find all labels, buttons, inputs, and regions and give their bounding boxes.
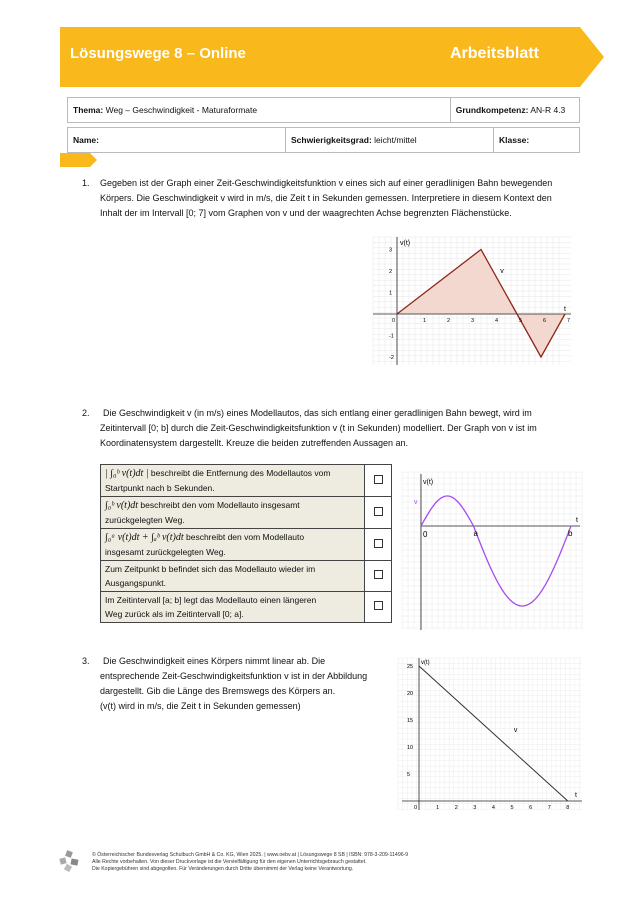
option-text: Im Zeitintervall [a; b] legt das Modellauto einen längeren — [105, 595, 317, 605]
a-label: a — [473, 529, 478, 538]
task-1-line: Gegeben ist der Graph einer Zeit-Geschwindigkeitsfunktion v eines sich auf einer geradlinigen Bahn bewegenden — [100, 178, 553, 188]
task-1-line: Körpers. Die Geschwindigkeit v wird in m/s, die Zeit t in Sekunden gemessen. Interpretiere in diesem Kontext den — [100, 193, 552, 203]
x-tick-label: 6 — [543, 318, 547, 324]
x-tick-label: 5 — [510, 805, 514, 811]
x-tick-label: 7 — [567, 318, 571, 324]
x-tick-label: 1 — [436, 805, 440, 811]
footer-rights: Alle Rechte vorbehalten. Von dieser Druckvorlage ist die Vervielfältigung für den eigenen Unterrichtsgebrauch gestattet. — [92, 859, 367, 865]
task-2-line: Koordinatensystem dargestellt. Kreuze die beiden zutreffenden Aussagen an. — [100, 438, 409, 448]
footer — [92, 852, 408, 873]
y-axis-label: v(t) — [400, 240, 411, 247]
option-text: beschreibt die Entfernung des Modellautos vom — [148, 468, 331, 478]
y-tick-label: 2 — [389, 269, 393, 275]
x-tick-label: 4 — [495, 318, 499, 324]
task-2-line: Die Geschwindigkeit v (in m/s) eines Modellautos, das sich entlang einer geradlinigen Bahn bewegt, wird im — [103, 408, 532, 418]
x-tick-label: 1 — [423, 318, 427, 324]
y-axis-label: v(t) — [421, 660, 430, 666]
task-3-line: dargestellt. Gib die Länge des Bremswegs des Körpers an. — [100, 686, 336, 696]
name-table — [67, 127, 580, 153]
option-checkbox[interactable] — [374, 570, 383, 579]
y-tick-label: 5 — [407, 772, 411, 778]
y-tick-label: -1 — [389, 333, 394, 340]
task-2-line: Zeitintervall [0; b] durch die Zeit-Geschwindigkeitsfunktion v (t in Sekunden) modelliert. Der Graph von v ist im — [100, 423, 537, 433]
task-3-line: Die Geschwindigkeit eines Körpers nimmt linear ab. Die — [103, 656, 326, 666]
option-text: insgesamt zurückgelegten Weg. — [105, 547, 226, 557]
doc-title: Lösungswege 8 – Online — [70, 45, 246, 62]
footer-copyright: © Österreichischer Bundesverlag Schulbuch GmbH & Co. KG, Wien 2025. | www.oebv.at | Lösungswege 8 SB | ISBN: 978-3-209-11496-9 — [92, 852, 409, 858]
option-row — [101, 529, 392, 561]
option-text: beschreibt den vom Modellauto insgesamt — [138, 500, 300, 510]
option-row — [101, 592, 392, 623]
option-text: Startpunkt nach b Sekunden. — [105, 483, 215, 493]
curve-label: v — [414, 499, 418, 506]
y-tick-label: -2 — [389, 355, 394, 361]
origin-label: 0 — [423, 530, 428, 539]
publisher-logo-icon — [58, 850, 80, 872]
x-axis-label: t — [564, 306, 566, 313]
kompetenz-label: Grundkompetenz: — [455, 105, 529, 115]
option-formula: | ∫₀ᵇ v(t)dt | — [105, 468, 149, 479]
schwierigkeit-label: Schwierigkeitsgrad: — [291, 135, 372, 145]
graph-3 — [394, 654, 584, 814]
thema-label: Thema: — [73, 105, 104, 115]
velocity-curve — [421, 496, 571, 606]
x-tick-label: 0 — [414, 805, 418, 811]
x-tick-label: 2 — [447, 318, 451, 324]
section-arrow-icon — [60, 153, 98, 167]
task-2-number: 2. — [82, 408, 90, 418]
task-1-number: 1. — [82, 178, 90, 188]
curve-label: v — [513, 726, 518, 734]
graph-1 — [365, 233, 580, 369]
x-tick-label: 6 — [529, 805, 533, 811]
x-tick-label: 8 — [566, 805, 570, 811]
name-label: Name: — [68, 128, 286, 153]
x-tick-label: 5 — [519, 318, 523, 324]
option-formula: ∫₀ᵇ v(t)dt — [105, 500, 139, 511]
option-formula: ∫₀ᵃ v(t)dt + ∫ₐᵇ v(t)dt — [105, 532, 184, 543]
klasse-label: Klasse: — [494, 128, 580, 153]
sheet-type: Arbeitsblatt — [450, 45, 539, 62]
y-tick-label: 1 — [389, 290, 393, 297]
x-tick-label: 4 — [491, 805, 495, 811]
x-axis-label: t — [575, 792, 577, 799]
x-axis-label: t — [576, 517, 578, 524]
option-checkbox[interactable] — [374, 507, 383, 516]
multiple-choice-table — [100, 464, 392, 623]
footer-fees: Die Kopiergebühren sind abgegolten. Für Veränderungen durch Dritte übernimmt der Verlag keine Verantwortung. — [92, 866, 354, 872]
option-text: Weg zurück als im Zeitintervall [0; a]. — [105, 609, 244, 619]
task-3-line: (v(t) wird in m/s, die Zeit t in Sekunden gemessen) — [100, 701, 301, 711]
x-tick-label: 2 — [454, 805, 458, 811]
option-text: Ausgangspunkt. — [105, 578, 166, 588]
task-1-line: Inhalt der im Intervall [0; 7] vom Graphen von v und der waagrechten Achse begrenzten Flächenstücke. — [100, 208, 512, 218]
option-text: zurückgelegten Weg. — [105, 515, 185, 525]
option-checkbox[interactable] — [374, 475, 383, 484]
graph-2 — [400, 470, 584, 633]
kompetenz-value: AN-R 4.3 — [528, 105, 566, 115]
x-tick-label: 0 — [392, 318, 396, 324]
y-tick-label: 20 — [407, 691, 414, 697]
option-text: Zum Zeitpunkt b befindet sich das Modellauto wieder im — [105, 564, 316, 574]
y-tick-label: 15 — [407, 718, 414, 724]
thema-value: Weg – Geschwindigkeit - Maturaformate — [103, 105, 258, 115]
y-axis-label: v(t) — [423, 479, 434, 486]
option-checkbox[interactable] — [374, 539, 383, 548]
x-tick-label: 7 — [547, 805, 551, 811]
option-text: beschreibt den vom Modellauto — [183, 532, 305, 542]
option-checkbox[interactable] — [374, 601, 383, 610]
option-row — [101, 497, 392, 529]
x-tick-label: 3 — [473, 805, 477, 811]
option-row — [101, 561, 392, 592]
info-table — [67, 97, 580, 123]
y-tick-label: 25 — [407, 664, 414, 670]
schwierigkeit-value: leicht/mittel — [371, 135, 417, 145]
y-tick-label: 3 — [389, 247, 393, 254]
curve-label: v — [500, 268, 504, 276]
task-3-number: 3. — [82, 656, 90, 666]
y-tick-label: 10 — [407, 745, 414, 751]
option-row — [101, 465, 392, 497]
x-tick-label: 3 — [471, 318, 475, 324]
b-label: b — [568, 529, 573, 538]
task-3-line: entsprechende Zeit-Geschwindigkeitsfunktion v ist in der Abbildung — [100, 671, 368, 681]
